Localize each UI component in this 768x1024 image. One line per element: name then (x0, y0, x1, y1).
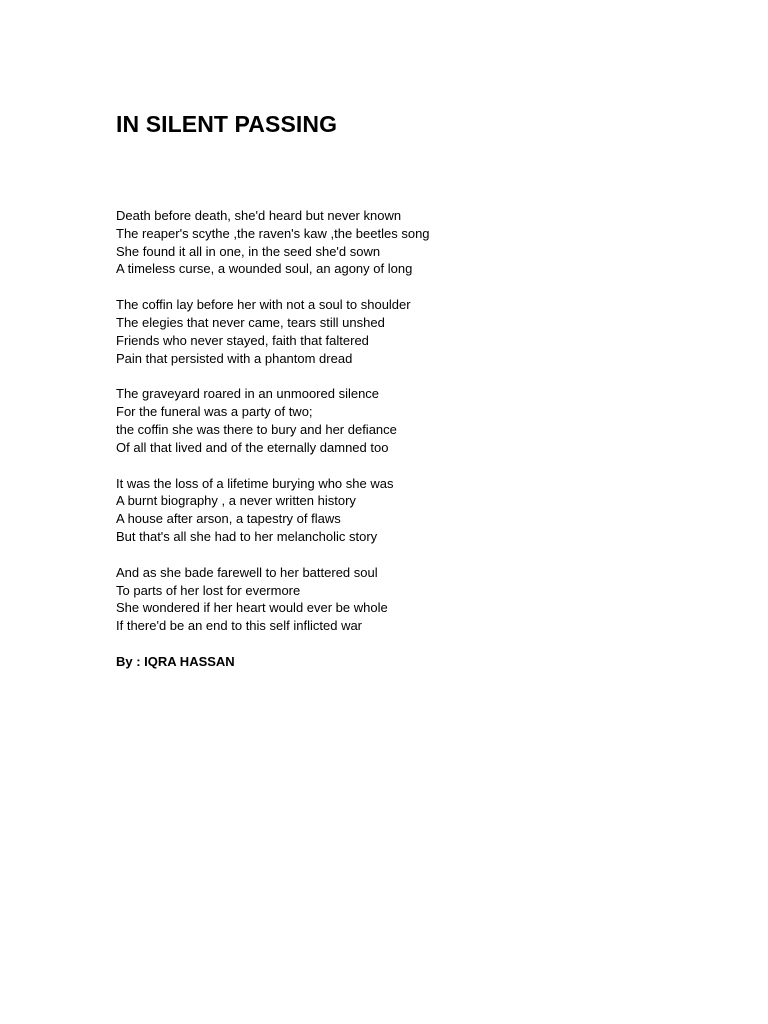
poem-line: If there'd be an end to this self inflicted war (116, 618, 363, 634)
poem-line: Death before death, she'd heard but never known (116, 208, 402, 223)
poem-line: A house after arson, a tapestry of flaws (116, 511, 341, 527)
poem-line: the coffin she was there to bury and her defiance (116, 421, 397, 437)
poem-line: A timeless curse, a wounded soul, an agony of long (116, 261, 413, 277)
poem-line: The coffin lay before her with not a soul to shoulder (116, 297, 411, 313)
poem-line: To parts of her lost for evermore (116, 582, 301, 598)
poem-body (116, 207, 676, 653)
poem-line: She found it all in one, in the seed she'd sown (116, 243, 381, 259)
stanza-1 (116, 207, 676, 278)
poem-line: The elegies that never came, tears still unshed (116, 314, 385, 330)
poem-line: A burnt biography , a never written history (116, 493, 356, 509)
poem-line: For the funeral was a party of two; (116, 404, 313, 420)
stanza-2 (116, 296, 676, 367)
author-byline: By : IQRA HASSAN (116, 654, 235, 669)
poem-line: And as she bade farewell to her battered soul (116, 564, 378, 580)
stanza-5 (116, 564, 676, 635)
stanza-3 (116, 385, 676, 456)
poem-line: It was the loss of a lifetime burying who she was (116, 475, 394, 491)
poem-line: The reaper's scythe ,the raven's kaw ,the beetles song (116, 225, 430, 241)
poem-title: IN SILENT PASSING (116, 111, 338, 137)
poem-line: The graveyard roared in an unmoored silence (116, 386, 380, 402)
poem-line: Of all that lived and of the eternally damned too (116, 439, 389, 455)
poem-line: She wondered if her heart would ever be whole (116, 600, 388, 616)
poem-line: But that's all she had to her melancholic story (116, 528, 378, 544)
poem-line: Friends who never stayed, faith that faltered (116, 332, 369, 348)
stanza-4 (116, 475, 676, 546)
poem-line: Pain that persisted with a phantom dread (116, 350, 353, 366)
